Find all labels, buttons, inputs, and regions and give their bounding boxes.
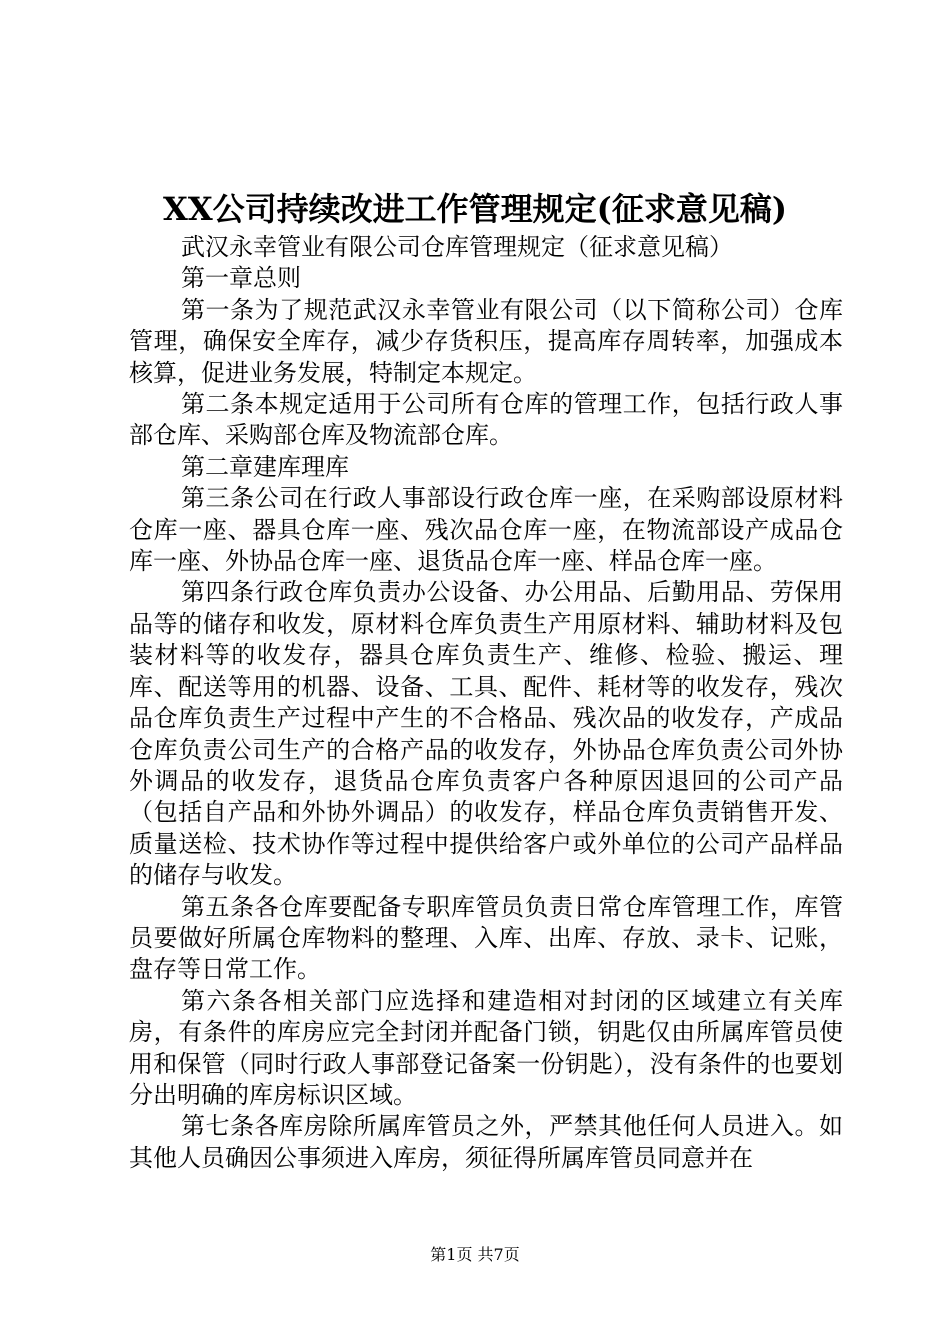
- chapter-heading-2: 第二章建库理库: [181, 452, 349, 481]
- page-number: 第1页 共7页: [430, 1245, 520, 1264]
- document-subtitle: 武汉永幸管业有限公司仓库管理规定（征求意见稿）: [181, 233, 733, 261]
- article-5: 第五条各仓库要配备专职库管员负责日常仓库管理工作，库管员要做好所属仓库物料的整理、入库、出库、存放、录卡、记账，盘存等日常工作。: [129, 892, 843, 984]
- chapter-heading-1: 第一章总则: [181, 264, 301, 293]
- article-4: 第四条行政仓库负责办公设备、办公用品、后勤用品、劳保用品等的储存和收发，原材料仓库负责生产用原材料、辅助材料及包装材料等的收发存，器具仓库负责生产、维修、检验、搬运、理库、配送等用的机器、设备、工具、配件、耗材等的收发存，残次品仓库负责生产过程中产生的不合格品、残次品的收发存，产成品仓库负责公司生产的合格产品的收发存，外协品仓库负责公司外协外调品的收发存，退货品仓库负责客户各种原因退回的公司产品（包括自产品和外协外调品）的收发存，样品仓库负责销售开发、质量送检、技术协作等过程中提供给客户或外单位的公司产品样品的储存与收发。: [129, 578, 843, 890]
- document-title: XX公司持续改进工作管理规定(征求意见稿): [163, 190, 787, 228]
- document-body: [129, 232, 843, 1174]
- article-6: 第六条各相关部门应选择和建造相对封闭的区域建立有关库房，有条件的库房应完全封闭并配备门锁，钥匙仅由所属库管员使用和保管（同时行政人事部登记备案一份钥匙），没有条件的也要划分出明确的库房标识区域。: [129, 986, 843, 1109]
- article-2: 第二条本规定适用于公司所有仓库的管理工作，包括行政人事部仓库、采购部仓库及物流部仓库。: [129, 390, 843, 450]
- article-1: 第一条为了规范武汉永幸管业有限公司（以下简称公司）仓库管理，确保安全库存，减少存货积压，提高库存周转率，加强成本核算，促进业务发展，特制定本规定。: [129, 295, 843, 387]
- article-7: 第七条各库房除所属库管员之外，严禁其他任何人员进入。如其他人员确因公事须进入库房，须征得所属库管员同意并在: [129, 1112, 843, 1172]
- article-3: 第三条公司在行政人事部设行政仓库一座，在采购部设原材料仓库一座、器具仓库一座、残次品仓库一座，在物流部设产成品仓库一座、外协品仓库一座、退货品仓库一座、样品仓库一座。: [129, 484, 843, 576]
